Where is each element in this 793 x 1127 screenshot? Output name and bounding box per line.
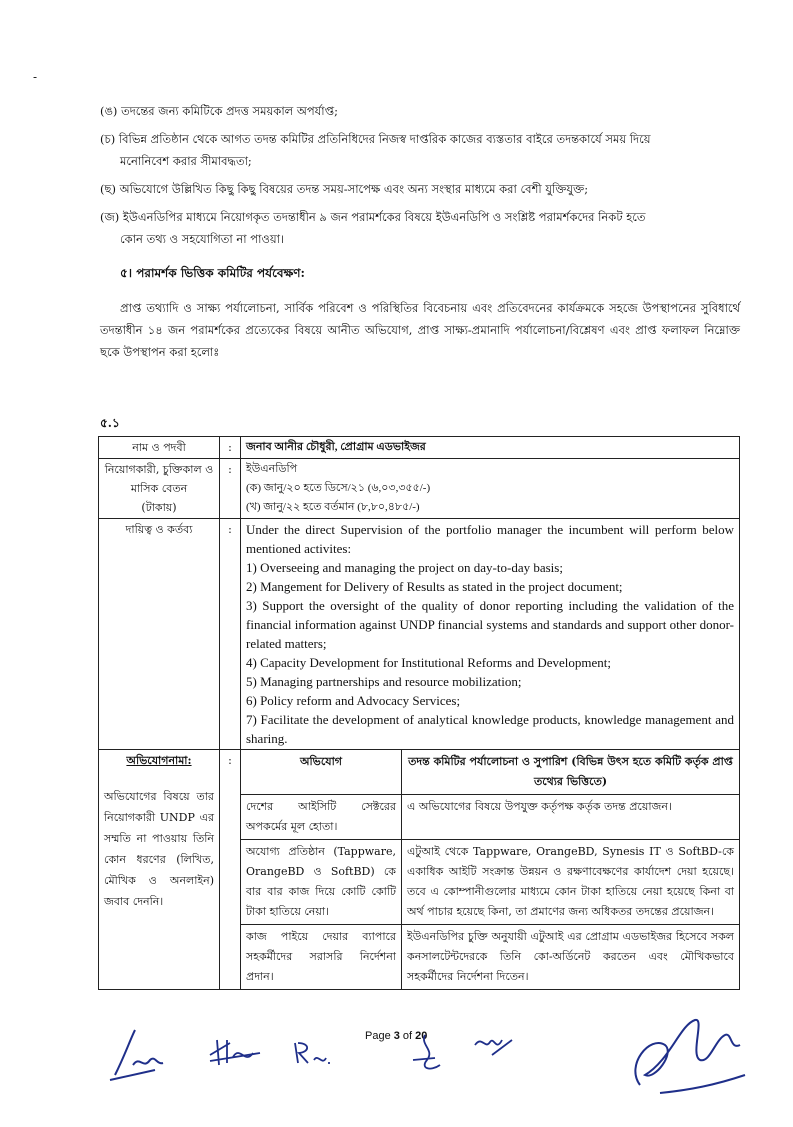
- column-header-review: তদন্ত কমিটির পর্যালোচনা ও সুপারিশ (বিভিন্ন উৎস হতে কমিটি কর্তৃক প্রাপ্ত তথ্যের ভিত্তিতে): [402, 750, 740, 795]
- allegation-table-cell: [241, 750, 740, 990]
- table-row: [99, 750, 740, 990]
- list-item: (ছ) অভিযোগে উল্লিখিত কিছু কিছু বিষয়ের তদন্ত সময়-সাপেক্ষ এবং অন্য সংস্থার মাধ্যমে করা বেশী যুক্তিযুক্ত;: [100, 182, 589, 196]
- colon: :: [220, 750, 241, 990]
- signature-initial-3: [290, 1038, 335, 1068]
- table-row: [99, 519, 740, 750]
- table-row: [241, 795, 739, 840]
- table-row: [241, 750, 739, 795]
- margin-mark: -: [33, 70, 38, 84]
- table-row: [99, 437, 740, 459]
- review-cell: এটুআই থেকে Tappware, OrangeBD, Synesis IT ও SoftBD-কে একাধিক আইটি সংক্রান্ত উন্নয়ন ও রক্ষণাবেক্ষণের কার্যাদেশ দেয়া হয়েছে। তবে এ কোম্পানীগুলোর মাধ্যমে কোন টাকা হাতিয়ে নেয়া হয়েছে কিনা বা অর্থ পাচার হয়েছে কিনা, তা প্রমাণের জন্য অধিকতর তদন্তের প্রয়োজন।: [402, 840, 740, 925]
- list-item: (চ) বিভিন্ন প্রতিষ্ঠান থেকে আগত তদন্ত কমিটির প্রতিনিধিদের নিজস্ব দাপ্তরিক কাজের ব্যস্ততার বাইরে তদন্তকার্যে সময় দিয়ে মনোনিবেশ করার সীমাবদ্ধতা;: [100, 132, 651, 168]
- allegation-table: [241, 750, 739, 989]
- page-footer: Page 3 of 20: [365, 1030, 428, 1042]
- colon: :: [220, 519, 241, 750]
- intro-paragraph: প্রাপ্ত তথ্যাদি ও সাক্ষ্য পর্যালোচনা, সার্বিক পরিবেশ ও পরিস্থিতির বিবেচনায় এবং প্রতিবেদনের কার্যক্রমকে সহজে উপস্থাপনের সুবিধার্থে তদন্তাধীন ১৪ জন পরামর্শকের প্রত্যেকের বিষয়ে আনীত অভিযোগ, প্রাপ্ত সাক্ষ্য-প্রমানাদি পর্যালোচনা/বিশ্লেষণ এবং প্রাপ্ত ফলাফল নিম্নোক্ত ছকে উপস্থাপন করা হলোঃ: [100, 301, 740, 359]
- allegation-note: অভিযোগের বিষয়ে তার নিয়োগকারী UNDP এর সম্মতি না পাওয়ায় তিনি কোন ধরণের (লিখিত, মৌখিক ও অনলাইন) জবাব দেননি।: [104, 790, 214, 908]
- duties-value: Under the direct Supervision of the portfolio manager the incumbent will perform below mentioned activites: 1) Overseeing and managing the project on day-to-day basis; 2) Mangement for Delivery of Results as stated in the project document; 3) Support the oversight of the quality of donor reporting including the validation of the financial information against UNDP financial systems and standards and support other donor-related matters; 4) Capacity Development for Institutional Reforms and Development; 5) Managing partnerships and resource mobilization; 6) Policy reform and Advocacy Services; 7) Facilitate the development of analytical knowledge products, knowledge management and sharing.: [241, 519, 740, 750]
- duty-item: 7) Facilitate the development of analytical knowledge products, knowledge management and sharing.: [246, 712, 734, 746]
- colon: :: [220, 459, 241, 519]
- duties-label: দায়িত্ব ও কর্তব্য: [99, 519, 220, 750]
- signature-initial-2: [205, 1035, 265, 1070]
- column-header-allegation: অভিযোগ: [241, 750, 402, 795]
- subsection-number: ৫.১: [100, 416, 120, 430]
- review-cell: এ অভিযোগের বিষয়ে উপযুক্ত কর্তৃপক্ষ কর্তৃক তদন্ত প্রয়োজন।: [402, 795, 740, 840]
- name-label: নাম ও পদবী: [99, 437, 220, 459]
- list-item: (ঙ) তদন্তের জন্য কমিটিকে প্রদত্ত সময়কাল অপর্যাপ্ত;: [100, 104, 338, 118]
- signature-initial-5: [470, 1030, 515, 1060]
- signature-main: [620, 1005, 750, 1100]
- duty-item: 5) Managing partnerships and resource mobilization;: [246, 674, 522, 689]
- allegation-cell: দেশের আইসিটি সেক্টরের অপকর্মের মূল হোতা।: [241, 795, 402, 840]
- table-row: [99, 459, 740, 519]
- consultant-table: [98, 436, 740, 990]
- name-value: জনাব আনীর চৌধুরী, প্রোগ্রাম এডভাইজর: [241, 437, 740, 459]
- allegation-cell: কাজ পাইয়ে দেয়ার ব্যাপারে সহকর্মীদের সরাসরি নির্দেশনা প্রদান।: [241, 925, 402, 990]
- employer-value: ইউএনডিপি (ক) জানু/২০ হতে ডিসে/২১ (৬,০৩,৩৫৫/-) (খ) জানু/২২ হতে বর্তমান (৮,৮০,৪৮৫/-): [241, 459, 740, 519]
- allegation-label: অভিযোগনামা:: [126, 754, 192, 767]
- allegation-label-cell: [99, 750, 220, 990]
- review-cell: ইউএনডিপির চুক্তি অনুযায়ী এটুআই এর প্রোগ্রাম এডভাইজর হিসেবে সকল কনসালটেন্টদেরকে তিনি কো-অর্ডিনেট করতেন এবং মৌখিকভাবে সহকর্মীদের নির্দেশনা দিতেন।: [402, 925, 740, 990]
- signature-initial-1: [105, 1025, 165, 1085]
- duty-item: 3) Support the oversight of the quality of donor reporting including the validation of the financial information against UNDP financial systems and standards and support other donor-related matters;: [246, 598, 734, 651]
- duty-item: 6) Policy reform and Advocacy Services;: [246, 693, 461, 708]
- allegation-cell: অযোগ্য প্রতিষ্ঠান (Tappware, OrangeBD ও SoftBD) কে বার বার কাজ দিয়ে কোটি কোটি টাকা হাতিয়ে নেয়া।: [241, 840, 402, 925]
- colon: :: [220, 437, 241, 459]
- table-row: [241, 925, 739, 990]
- duty-item: 1) Overseeing and managing the project on day-to-day basis;: [246, 560, 563, 575]
- list-item: (জ) ইউএনডিপির মাধ্যমে নিয়োগকৃত তদন্তাধীন ৯ জন পরামর্শকের বিষয়ে ইউএনডিপি ও সংশ্লিষ্ট পরামর্শকদের নিকট হতে কোন তথ্য ও সহযোগিতা না পাওয়া।: [100, 210, 646, 246]
- duty-item: 2) Mangement for Delivery of Results as stated in the project document;: [246, 579, 623, 594]
- table-row: [241, 840, 739, 925]
- signature-initial-4: [405, 1030, 450, 1075]
- employer-label: নিয়োগকারী, চুক্তিকাল ও মাসিক বেতন (টাকায়): [99, 459, 220, 519]
- duty-item: 4) Capacity Development for Institutional Reforms and Development;: [246, 655, 611, 670]
- section-heading: ৫। পরামর্শক ভিত্তিক কমিটির পর্যবেক্ষণ:: [120, 266, 305, 280]
